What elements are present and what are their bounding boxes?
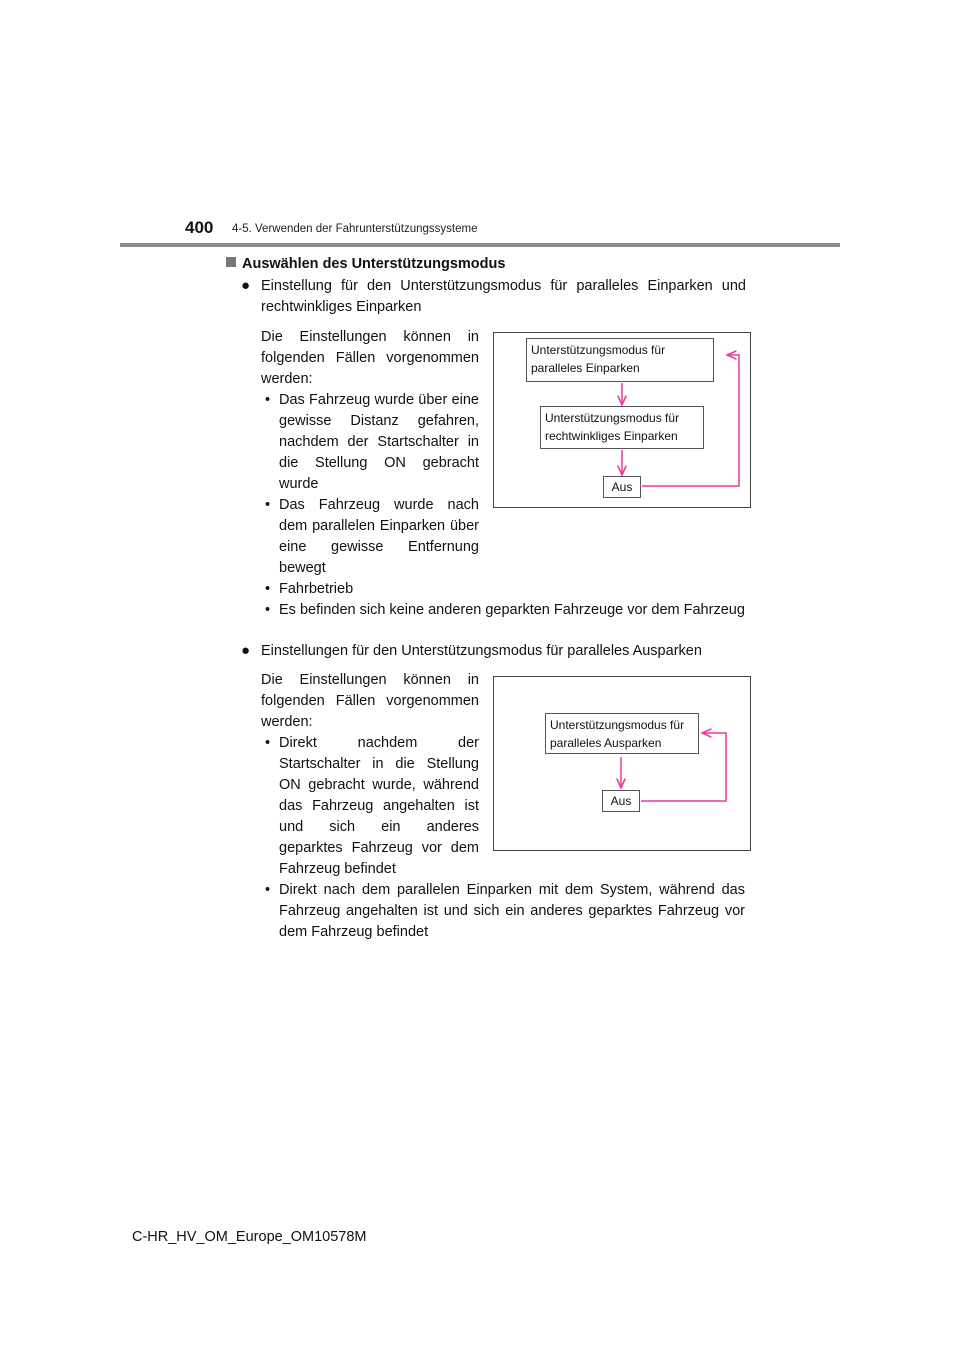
block2-item-1: • Direkt nachdem der Startschalter in die Stellung ON gebracht wurde, während das Fahrzeug angehalten ist und sich ein anderes geparktes Fahrzeug vor dem Fahrzeug befindet [265,735,479,877]
block1-item-3: • Fahrbetrieb [265,581,354,597]
section-title: Auswählen des Unterstützungsmodus [242,256,506,272]
block1-item-1: • Das Fahrzeug wurde über eine gewisse Distanz gefahren, nachdem der Startschalter in die Stellung ON gebracht wurde [265,392,479,492]
round-bullet-icon: ● [241,642,251,659]
page-number: 400 [185,218,214,237]
diagram1-box-off: Aus [603,476,641,498]
round-bullet-icon: ● [241,277,251,294]
chapter-title: 4-5. Verwenden der Fahrunterstützungssysteme [232,223,478,235]
block2-heading-text: Einstellungen für den Unterstützungsmodus für paralleles Ausparken [261,643,702,659]
diagram2-arrows [494,677,750,850]
block1-heading-text: Einstellung für den Unterstützungsmodus für paralleles Einparken und rechtwinkliges Einparken [261,278,746,315]
block2-intro: Die Einstellungen können in folgenden Fällen vorgenommen werden: [261,672,479,730]
block1-item-4: • Es befinden sich keine anderen geparkten Fahrzeuge vor dem Fahrzeug [265,602,745,618]
diagram1-box-parallel: Unterstützungsmodus für paralleles Einparken [526,338,714,382]
exit-mode-diagram [493,676,751,851]
square-bullet-icon [226,257,236,267]
block2-item-2: • Direkt nach dem parallelen Einparken mit dem System, während das Fahrzeug angehalten ist und sich ein anderes geparktes Fahrzeug vor dem Fahrzeug befindet [265,882,745,940]
block1-heading [241,276,746,318]
header-rule [120,243,840,247]
diagram2-box-off: Aus [602,790,640,812]
diagram2-box-exit: Unterstützungsmodus für paralleles Ausparken [545,713,699,754]
block1-item-2: • Das Fahrzeug wurde nach dem parallelen Einparken über eine gewisse Entfernung bewegt [265,497,479,576]
mode-cycle-diagram [493,332,751,508]
block1-intro: Die Einstellungen können in folgenden Fällen vorgenommen werden: [261,329,479,387]
section-heading [226,256,505,272]
footer-doc-id: C-HR_HV_OM_Europe_OM10578M [132,1229,367,1245]
block2-heading [241,641,746,662]
diagram1-box-perpendicular: Unterstützungsmodus für rechtwinkliges Einparken [540,406,704,449]
diagram1-arrows [494,333,750,507]
